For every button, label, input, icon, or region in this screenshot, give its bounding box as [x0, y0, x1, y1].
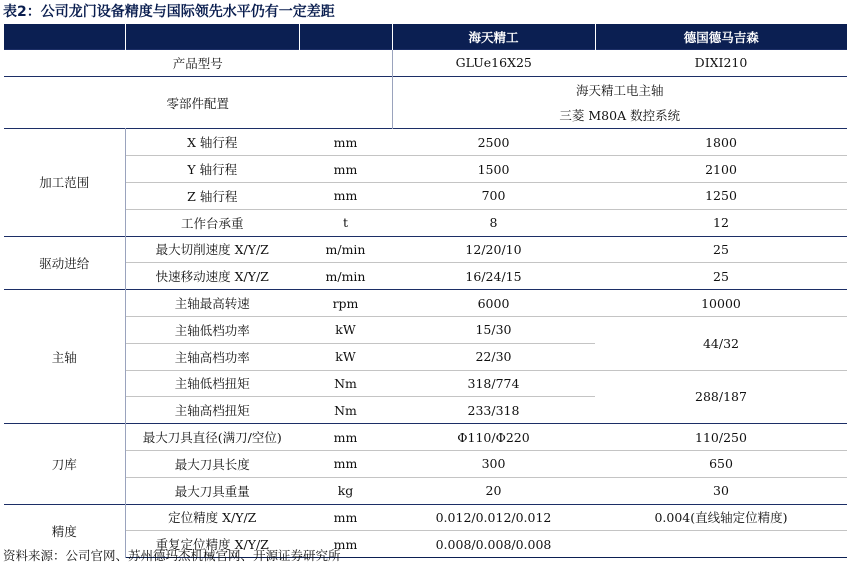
table-row — [4, 156, 847, 183]
cell-haitian-low-power: 15/30 — [392, 316, 595, 343]
unit-table-load: t — [299, 209, 392, 236]
cell-parts-line2: 三菱 M80A 数控系统 — [559, 108, 681, 124]
item-x-travel: X 轴行程 — [125, 129, 299, 156]
cell-haitian-cut-speed: 12/20/10 — [392, 236, 595, 263]
table-row — [4, 477, 847, 504]
unit-high-power: kW — [299, 343, 392, 370]
unit-x-travel: mm — [299, 129, 392, 156]
cell-haitian-z-travel: 700 — [392, 182, 595, 209]
item-rapid-speed: 快速移动速度 X/Y/Z — [125, 263, 299, 290]
row-label-parts: 零部件配置 — [4, 76, 392, 129]
table-row — [4, 209, 847, 236]
table-row — [4, 236, 847, 263]
table-row — [4, 50, 847, 77]
item-y-travel: Y 轴行程 — [125, 156, 299, 183]
source-note: 资料来源：公司官网、苏州德玛杰机械官网、开源证券研究所 — [3, 548, 341, 563]
category-spindle: 主轴 — [4, 290, 125, 424]
cell-haitian-tool-diameter: Φ110/Φ220 — [392, 424, 595, 451]
cell-dixi-tool-diameter: 110/250 — [595, 424, 847, 451]
cell-dixi-x-travel: 1800 — [595, 129, 847, 156]
cell-haitian-model: GLUe16X25 — [392, 50, 595, 77]
cell-parts-line1: 海天精工电主轴 — [392, 76, 847, 102]
item-high-power: 主轴高档功率 — [125, 343, 299, 370]
unit-low-torque: Nm — [299, 370, 392, 397]
table-row — [4, 263, 847, 290]
header-dixi: 德国德马吉森 — [595, 24, 847, 50]
category-range: 加工范围 — [4, 129, 125, 236]
unit-cut-speed: m/min — [299, 236, 392, 263]
table-row — [4, 182, 847, 209]
cell-dixi-z-travel: 1250 — [595, 182, 847, 209]
unit-low-power: kW — [299, 316, 392, 343]
cell-haitian-high-torque: 233/318 — [392, 397, 595, 424]
header-haitian: 海天精工 — [392, 24, 595, 50]
cell-haitian-x-travel: 2500 — [392, 129, 595, 156]
unit-tool-length: mm — [299, 450, 392, 477]
category-feed: 驱动进给 — [4, 236, 125, 290]
category-magazine: 刀库 — [4, 424, 125, 504]
item-low-power: 主轴低档功率 — [125, 316, 299, 343]
cell-dixi-rapid-speed: 25 — [595, 263, 847, 290]
cell-dixi-repeat-positioning — [595, 531, 847, 558]
cell-dixi-y-travel: 2100 — [595, 156, 847, 183]
cell-dixi-spindle-speed: 10000 — [595, 290, 847, 317]
header-blank-item — [125, 24, 299, 50]
table-row — [4, 316, 847, 343]
header-blank-unit — [299, 24, 392, 50]
category-precision: 精度 — [4, 504, 125, 558]
item-low-torque: 主轴低档扭矩 — [125, 370, 299, 397]
unit-tool-diameter: mm — [299, 424, 392, 451]
table-row — [4, 424, 847, 451]
table-row — [4, 76, 847, 102]
unit-tool-weight: kg — [299, 477, 392, 504]
row-label-model: 产品型号 — [4, 50, 392, 77]
table-header-row — [4, 24, 847, 50]
table-row — [4, 290, 847, 317]
unit-positioning: mm — [299, 504, 392, 531]
unit-repeat-positioning: mm — [299, 531, 392, 558]
item-spindle-speed: 主轴最高转速 — [125, 290, 299, 317]
item-tool-diameter: 最大刀具直径(满刀/空位) — [125, 424, 299, 451]
item-tool-weight: 最大刀具重量 — [125, 477, 299, 504]
cell-dixi-model: DIXI210 — [595, 50, 847, 77]
cell-haitian-spindle-speed: 6000 — [392, 290, 595, 317]
cell-haitian-rapid-speed: 16/24/15 — [392, 263, 595, 290]
item-tool-length: 最大刀具长度 — [125, 450, 299, 477]
item-positioning: 定位精度 X/Y/Z — [125, 504, 299, 531]
spec-comparison-table — [4, 24, 847, 558]
cell-haitian-high-power: 22/30 — [392, 343, 595, 370]
cell-haitian-repeat-positioning: 0.008/0.008/0.008 — [392, 531, 595, 558]
unit-spindle-speed: rpm — [299, 290, 392, 317]
cell-haitian-low-torque: 318/774 — [392, 370, 595, 397]
cell-dixi-tool-weight: 30 — [595, 477, 847, 504]
cell-dixi-power: 44/32 — [595, 316, 847, 370]
table-row — [4, 129, 847, 156]
unit-rapid-speed: m/min — [299, 263, 392, 290]
cell-haitian-table-load: 8 — [392, 209, 595, 236]
table-title: 表2：公司龙门设备精度与国际领先水平仍有一定差距 — [3, 4, 335, 20]
cell-dixi-table-load: 12 — [595, 209, 847, 236]
cell-haitian-tool-length: 300 — [392, 450, 595, 477]
cell-dixi-tool-length: 650 — [595, 450, 847, 477]
cell-dixi-positioning: 0.004(直线轴定位精度) — [595, 504, 847, 531]
unit-z-travel: mm — [299, 182, 392, 209]
cell-haitian-positioning: 0.012/0.012/0.012 — [392, 504, 595, 531]
unit-high-torque: Nm — [299, 397, 392, 424]
item-z-travel: Z 轴行程 — [125, 182, 299, 209]
table-row — [4, 504, 847, 531]
header-blank-category — [4, 24, 125, 50]
unit-y-travel: mm — [299, 156, 392, 183]
cell-dixi-cut-speed: 25 — [595, 236, 847, 263]
cell-dixi-torque: 288/187 — [595, 370, 847, 424]
item-table-load: 工作台承重 — [125, 209, 299, 236]
table-row — [4, 370, 847, 397]
table-row — [4, 450, 847, 477]
cell-haitian-tool-weight: 20 — [392, 477, 595, 504]
cell-haitian-y-travel: 1500 — [392, 156, 595, 183]
item-repeat-positioning: 重复定位精度 X/Y/Z — [125, 531, 299, 558]
item-cut-speed: 最大切削速度 X/Y/Z — [125, 236, 299, 263]
item-high-torque: 主轴高档扭矩 — [125, 397, 299, 424]
